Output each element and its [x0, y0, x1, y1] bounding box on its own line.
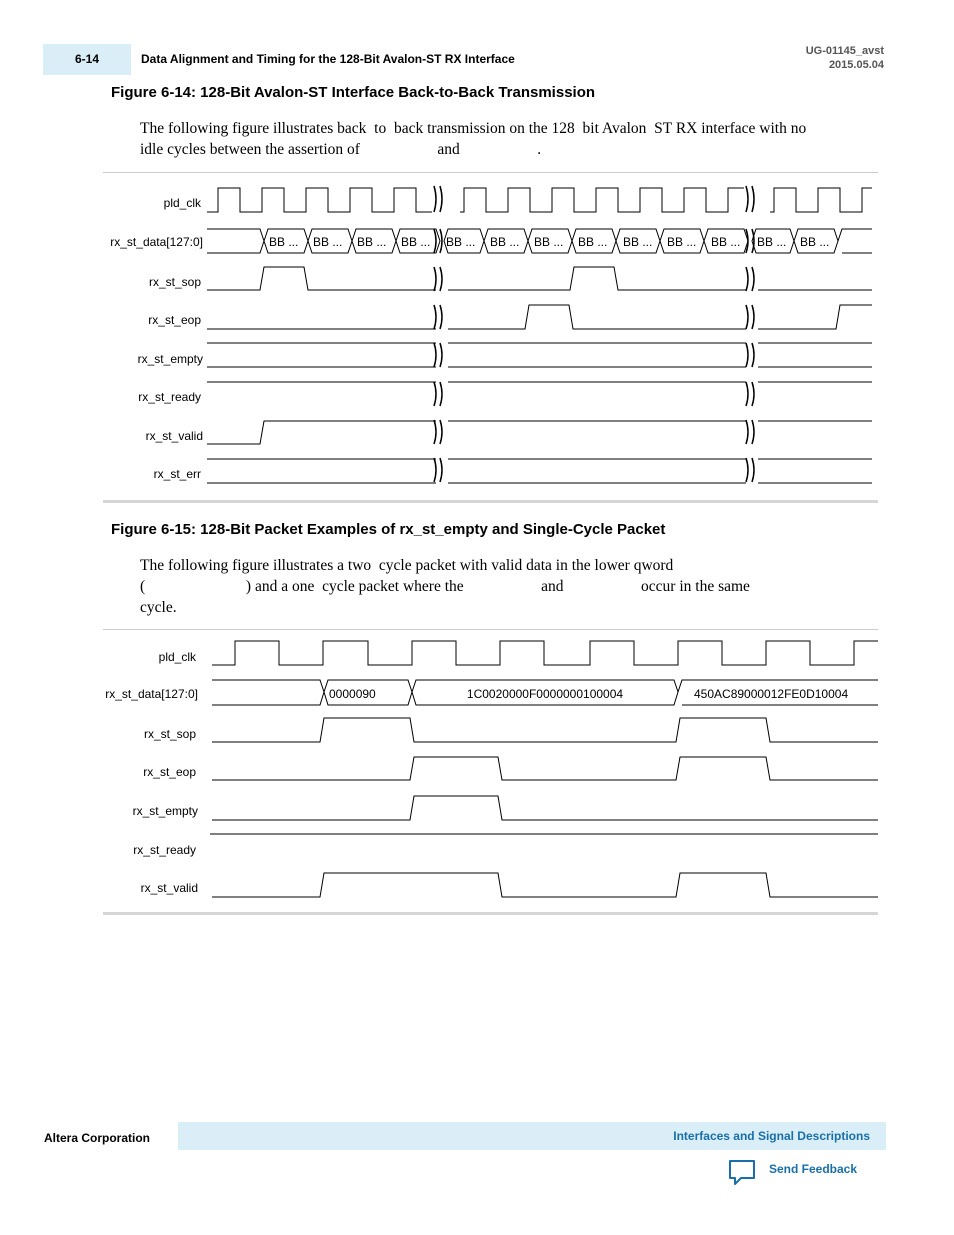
bus-value: BB ... [578, 235, 608, 249]
figure-6-14-title: Figure 6-14: 128-Bit Avalon-ST Interface Back-to-Back Transmission [111, 84, 596, 101]
page-number: 6-14 [74, 52, 100, 66]
timing-diagram-6-14 [0, 172, 954, 502]
bus-value: BB ... [623, 235, 653, 249]
signal-label: rx_st_valid [140, 881, 198, 895]
bus-value: BB ... [401, 235, 431, 249]
pld-clk-waveform [212, 641, 878, 665]
bus-value: BB ... [711, 235, 741, 249]
paragraph-line: The following figure illustrates back to back transmission on the 128 bit Avalon ST RX interface with no [140, 120, 807, 137]
paragraph-line: The following figure illustrates a two cycle packet with valid data in the lower qword [140, 557, 674, 574]
bus-value: 1C0020000F0000000100004 [466, 687, 624, 701]
bus-value: BB ... [490, 235, 520, 249]
doc-id: UG-01145_avst [805, 45, 884, 57]
footer-company: Altera Corporation [44, 1131, 151, 1145]
eop-waveform [212, 757, 878, 780]
signal-label: rx_st_eop [143, 765, 196, 779]
signal-label: rx_st_ready [133, 843, 196, 857]
signal-label: rx_st_empty [132, 804, 198, 818]
figure-6-15-title: Figure 6-15: 128-Bit Packet Examples of rx_st_empty and Single-Cycle Packet [111, 521, 666, 538]
signal-label: rx_st_empty [137, 352, 203, 366]
doc-date: 2015.05.04 [828, 59, 884, 71]
figure-6-15-paragraph [140, 555, 870, 618]
bus-value: BB ... [313, 235, 343, 249]
eop-waveform [207, 305, 872, 329]
empty-waveform [212, 796, 878, 820]
bus-value: BB ... [757, 235, 787, 249]
signal-label: rx_st_eop [148, 313, 201, 327]
figure-bottom-rule [103, 912, 878, 915]
signal-label: rx_st_ready [138, 390, 201, 404]
footer-chapter-link[interactable]: Interfaces and Signal Descriptions [673, 1129, 870, 1143]
valid-waveform [212, 873, 878, 897]
signal-label: rx_st_data[127:0] [105, 687, 198, 701]
signal-label: rx_st_sop [148, 275, 201, 289]
bus-value: BB ... [667, 235, 697, 249]
paragraph-line: cycle. [140, 599, 177, 616]
bus-value: BB ... [534, 235, 564, 249]
bus-value: BB ... [269, 235, 299, 249]
send-feedback-link[interactable]: Send Feedback [768, 1162, 857, 1176]
paragraph-line: ( ) and a one cycle packet where the and occur in the same [140, 578, 750, 595]
section-title: Data Alignment and Timing for the 128-Bit Avalon-ST RX Interface [141, 52, 515, 66]
signal-label: rx_st_err [153, 467, 201, 481]
signal-label: rx_st_valid [145, 429, 203, 443]
doc-id-block [806, 44, 884, 72]
sop-waveform [212, 718, 878, 742]
bus-value: 0000090 [329, 687, 376, 701]
valid-waveform [207, 421, 872, 444]
bus-value: BB ... [357, 235, 387, 249]
bus-value: 450AC89000012FE0D10004 [694, 687, 849, 701]
signal-label: rx_st_sop [143, 727, 196, 741]
empty-waveform [207, 343, 872, 367]
sop-waveform [207, 267, 872, 290]
feedback-icon[interactable] [727, 1158, 757, 1186]
bus-value: BB ... [446, 235, 476, 249]
signal-label: pld_clk [158, 650, 196, 664]
pld-clk-waveform [207, 188, 872, 212]
figure-6-14-paragraph [140, 118, 870, 160]
timing-diagram-6-15 [0, 630, 954, 914]
figure-bottom-rule [103, 500, 878, 503]
err-waveform [207, 459, 872, 483]
signal-label: rx_st_data[127:0] [110, 235, 203, 249]
signal-label: pld_clk [163, 196, 201, 210]
paragraph-line: idle cycles between the assertion of and . [140, 141, 542, 158]
time-break-marks [434, 186, 754, 482]
bus-value: BB ... [800, 235, 830, 249]
